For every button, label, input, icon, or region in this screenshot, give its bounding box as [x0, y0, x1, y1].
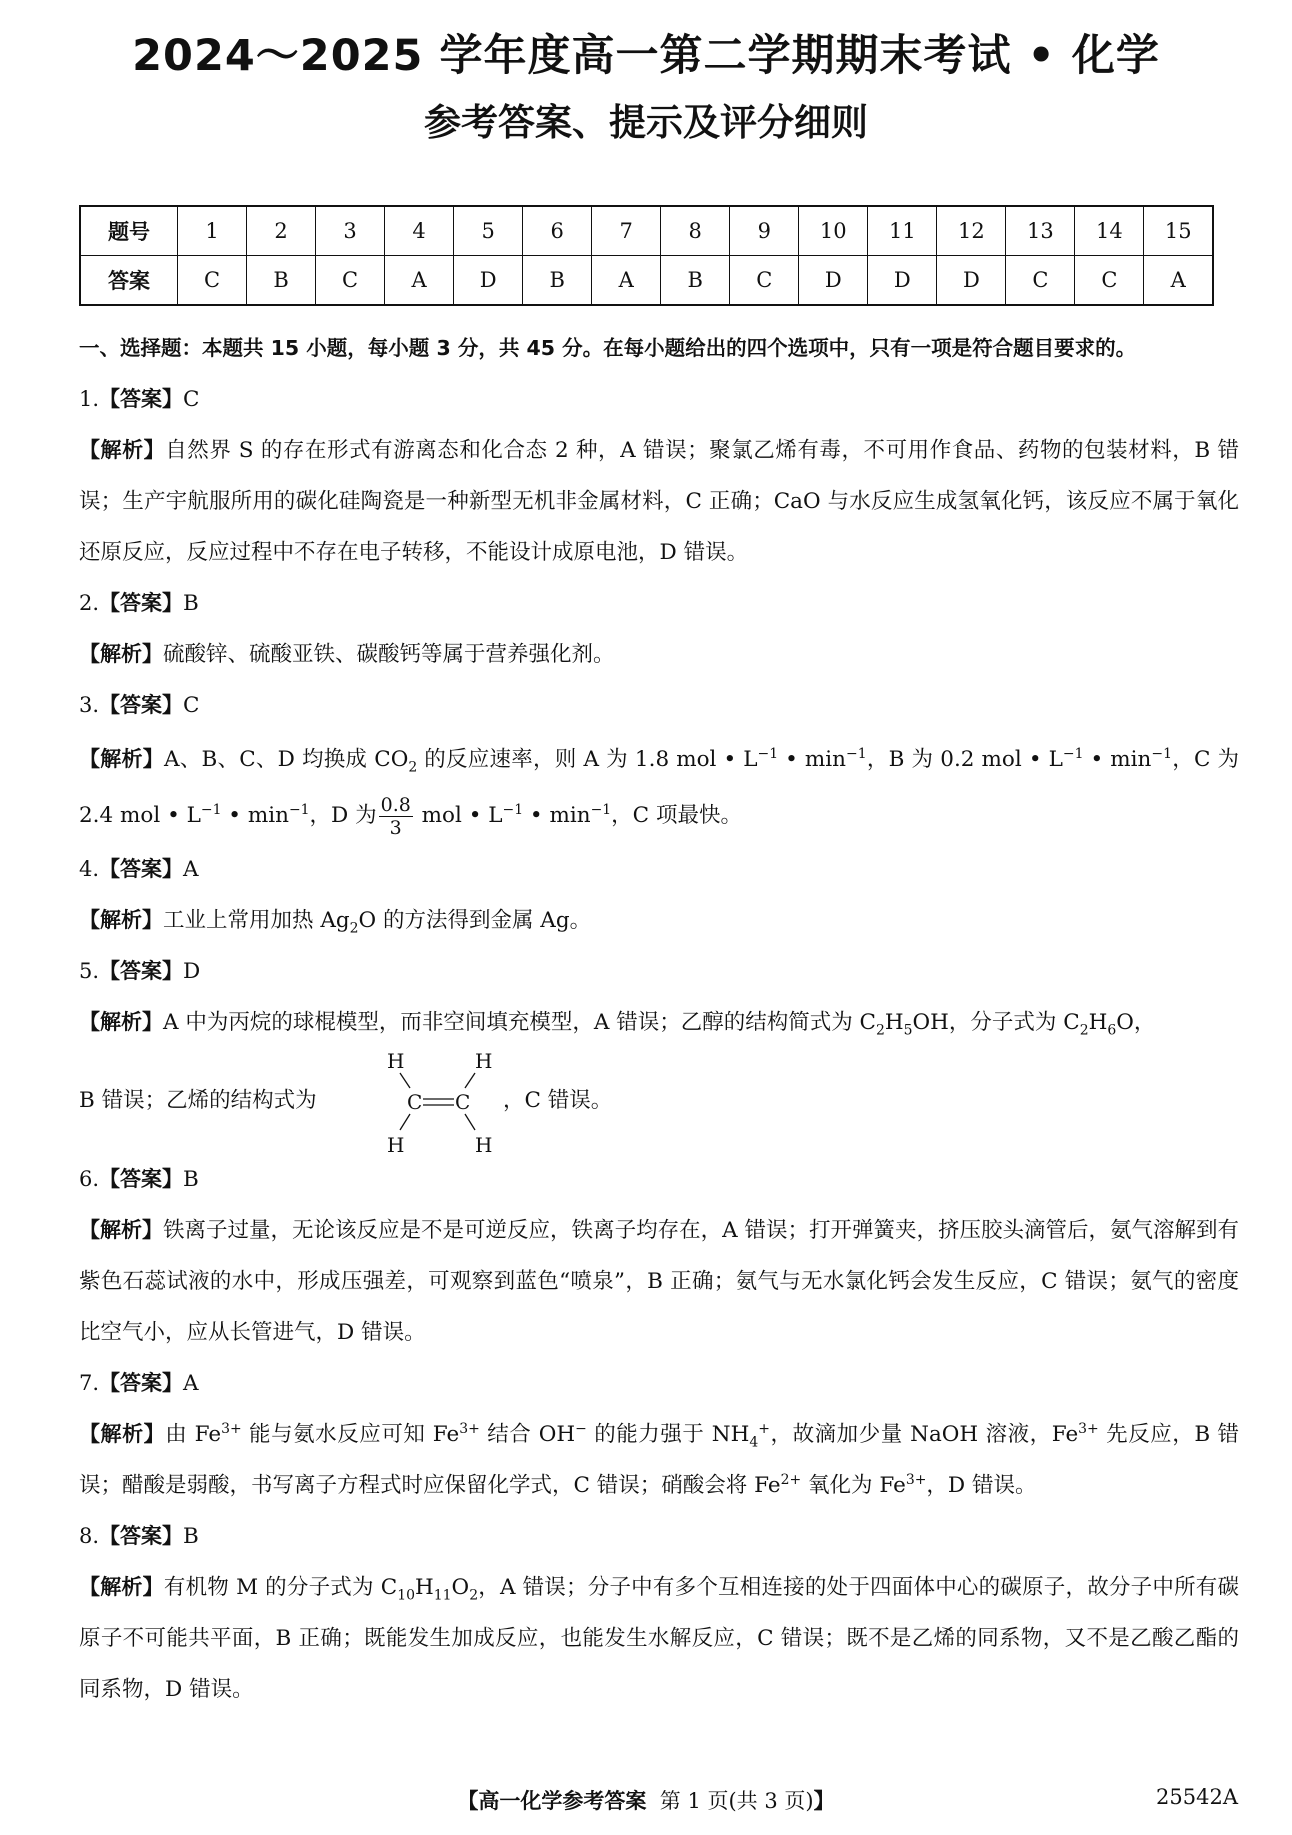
analysis-tag: 【解析】 — [79, 1218, 164, 1242]
answer-value: C — [183, 387, 200, 412]
answer-value: A — [183, 1371, 199, 1396]
analysis-text: 【解析】A、B、C、D 均换成 $CO_2$ 的反应速率，则 A 为 1.8 mol • $L^{-1}$ • $\min^{-1}$，B 为 0.2 mol • $L^{-1}$ • $\min^{-1}$，C 为 2.4 mol • $L^{-1}$ • $\min^{-1}$，D 为 $\frac{0.8}{3}$ mol • $L^{-1}$ • $\min^{-1}$，C 项最快。 — [79, 745, 1239, 839]
answer-cell: D — [799, 256, 868, 306]
fraction: $\frac{0.8}{3}$ — [380, 793, 411, 839]
document-title: 2024～2025 学年度高一第二学期期末考试 • 化学 — [132, 31, 1160, 81]
answer-cell: A — [385, 256, 454, 306]
question-number-cell: 5 — [454, 206, 523, 256]
analysis-text: 【解析】A 中为丙烷的球棍模型，而非空间填充模型，A 错误；乙醇的结构简式为 $C_2H_5OH$，分子式为 $C_2H_6O$， — [79, 1010, 1156, 1039]
bond-line — [465, 1114, 475, 1130]
question-number: 1. — [79, 387, 100, 411]
answer-value: A — [183, 857, 199, 882]
answer-tag: 【答案】 — [99, 387, 184, 411]
answer-cell: C — [316, 256, 385, 306]
question-number: 7. — [79, 1371, 100, 1395]
answer-tag: 【答案】 — [99, 1167, 184, 1191]
question-8 — [79, 1511, 1239, 1715]
analysis-tag: 【解析】 — [79, 747, 164, 771]
answer-cell: C — [178, 256, 247, 306]
analysis-text: 【解析】有机物 M 的分子式为 $C_{10}H_{11}O_2$，A 错误；分子中有多个互相连接的处于四面体中心的碳原子，故分子中所有碳原子不可能共平面，B 正确；既能发生加成反应，也能发生水解反应，C 错误；既不是乙烯的同系物，又不是乙酸乙酯的同系物，D 错误。 — [79, 1575, 1240, 1702]
atom-c: C — [455, 1090, 471, 1114]
row-header-answer: 答案 — [80, 256, 178, 306]
question-number-cell: 12 — [937, 206, 1006, 256]
document-code: 25542A — [1156, 1785, 1238, 1809]
question-number-cell: 6 — [523, 206, 592, 256]
answer-tag: 【答案】 — [99, 857, 184, 881]
answer-cell: D — [454, 256, 523, 306]
question-number-cell: 15 — [1144, 206, 1213, 256]
question-number-cell: 13 — [1006, 206, 1075, 256]
section-heading: 一、选择题：本题共 15 小题，每小题 3 分，共 45 分。在每小题给出的四个选项中，只有一项是符合题目要求的。 — [79, 336, 1137, 360]
answer-cell: C — [1006, 256, 1075, 306]
atom-h: H — [387, 1049, 405, 1073]
answer-row — [80, 256, 1213, 306]
answer-cell: A — [1144, 256, 1213, 306]
question-5 — [79, 946, 1239, 1154]
answer-explanations — [79, 328, 1239, 1715]
question-3 — [79, 680, 1239, 844]
atom-h: H — [475, 1049, 493, 1073]
answer-cell: B — [661, 256, 730, 306]
question-number-cell: 9 — [730, 206, 799, 256]
analysis-tag: 【解析】 — [79, 438, 166, 462]
analysis-tag: 【解析】 — [79, 1575, 164, 1599]
answer-value: C — [183, 693, 200, 718]
answer-cell: C — [730, 256, 799, 306]
analysis-tag: 【解析】 — [79, 642, 163, 666]
atom-c: C — [407, 1090, 423, 1114]
question-number: 5. — [79, 959, 100, 983]
question-number-cell: 4 — [385, 206, 454, 256]
answer-cell: A — [592, 256, 661, 306]
answer-cell: C — [1075, 256, 1144, 306]
question-number: 3. — [79, 693, 100, 717]
question-number-row — [80, 206, 1213, 256]
question-number-cell: 7 — [592, 206, 661, 256]
bond-line — [400, 1114, 410, 1130]
question-number-cell: 1 — [178, 206, 247, 256]
question-number: 4. — [79, 857, 100, 881]
question-1 — [79, 374, 1239, 578]
question-number-cell: 14 — [1075, 206, 1144, 256]
question-number-cell: 11 — [868, 206, 937, 256]
question-number: 8. — [79, 1524, 100, 1548]
question-2 — [79, 578, 1239, 680]
answer-cell: D — [868, 256, 937, 306]
analysis-tag: 【解析】 — [79, 1010, 163, 1034]
question-number: 6. — [79, 1167, 100, 1191]
bond-line — [400, 1073, 410, 1088]
ethylene-structure-line: B 错误；乙烯的结构式为 H H H H C C ，C 错误。 — [79, 1048, 1239, 1154]
analysis-text: 【解析】由 $Fe^{3+}$ 能与氨水反应可知 $Fe^{3+}$ 结合 OH− 的能力强于 $NH_4^+$，故滴加少量 NaOH 溶液，$Fe^{3+}$ 先反应，B 错误；醋酸是弱酸，书写离子方程式时应保留化学式，C 错误；硝酸会将 $Fe^{2+}$ 氧化为 $Fe^{3+}$，D 错误。 — [79, 1420, 1240, 1498]
question-number-cell: 3 — [316, 206, 385, 256]
question-number-cell: 8 — [661, 206, 730, 256]
footer-title: 【高一化学参考答案 — [457, 1789, 647, 1813]
analysis-tag: 【解析】 — [79, 908, 163, 932]
answer-value: B — [183, 1524, 199, 1549]
analysis-tag: 【解析】 — [79, 1422, 166, 1446]
page-footer: 【高一化学参考答案 第 1 页(共 3 页)】 — [457, 1789, 835, 1813]
question-number: 2. — [79, 591, 100, 615]
answer-key-table — [79, 205, 1214, 306]
atom-h: H — [475, 1133, 493, 1154]
question-7 — [79, 1358, 1239, 1511]
answer-tag: 【答案】 — [99, 1524, 184, 1548]
analysis-text: 铁离子过量，无论该反应是不是可逆反应，铁离子均存在，A 错误；打开弹簧夹，挤压胶头滴管后，氨气溶解到有紫色石蕊试液的水中，形成压强差，可观察到蓝色“喷泉”，B 正确；氨气与无水氯化钙会发生反应，C 错误；氨气的密度比空气小，应从长管进气，D 错误。 — [79, 1218, 1239, 1345]
answer-tag: 【答案】 — [99, 959, 184, 983]
answer-tag: 【答案】 — [99, 591, 184, 615]
analysis-text: 自然界 S 的存在形式有游离态和化合态 2 种，A 错误；聚氯乙烯有毒，不可用作食品、药物的包装材料，B 错误；生产宇航服所用的碳化硅陶瓷是一种新型无机非金属材料，C 正确；CaO 与水反应生成氢氧化钙，该反应不属于氧化还原反应，反应过程中不存在电子转移，不能设计成原电池，D 错误。 — [79, 438, 1240, 565]
answer-value: D — [183, 959, 201, 984]
question-6 — [79, 1154, 1239, 1358]
question-number-cell: 10 — [799, 206, 868, 256]
analysis-text: 硫酸锌、硫酸亚铁、碳酸钙等属于营养强化剂。 — [163, 642, 615, 667]
answer-tag: 【答案】 — [99, 1371, 184, 1395]
answer-cell: D — [937, 256, 1006, 306]
bond-line — [465, 1073, 475, 1088]
question-number-cell: 2 — [247, 206, 316, 256]
row-header-number: 题号 — [80, 206, 178, 256]
answer-value: B — [183, 591, 199, 616]
answer-cell: B — [247, 256, 316, 306]
question-4 — [79, 844, 1239, 946]
analysis-text: 【解析】工业上常用加热 $Ag_2O$ 的方法得到金属 Ag。 — [79, 908, 592, 937]
document-subtitle: 参考答案、提示及评分细则 — [424, 101, 868, 144]
answer-value: B — [183, 1167, 199, 1192]
ethylene-structural-formula — [385, 1048, 495, 1154]
answer-cell: B — [523, 256, 592, 306]
answer-tag: 【答案】 — [99, 693, 184, 717]
atom-h: H — [387, 1133, 405, 1154]
page-indicator: 第 1 页(共 3 页) — [659, 1789, 814, 1813]
